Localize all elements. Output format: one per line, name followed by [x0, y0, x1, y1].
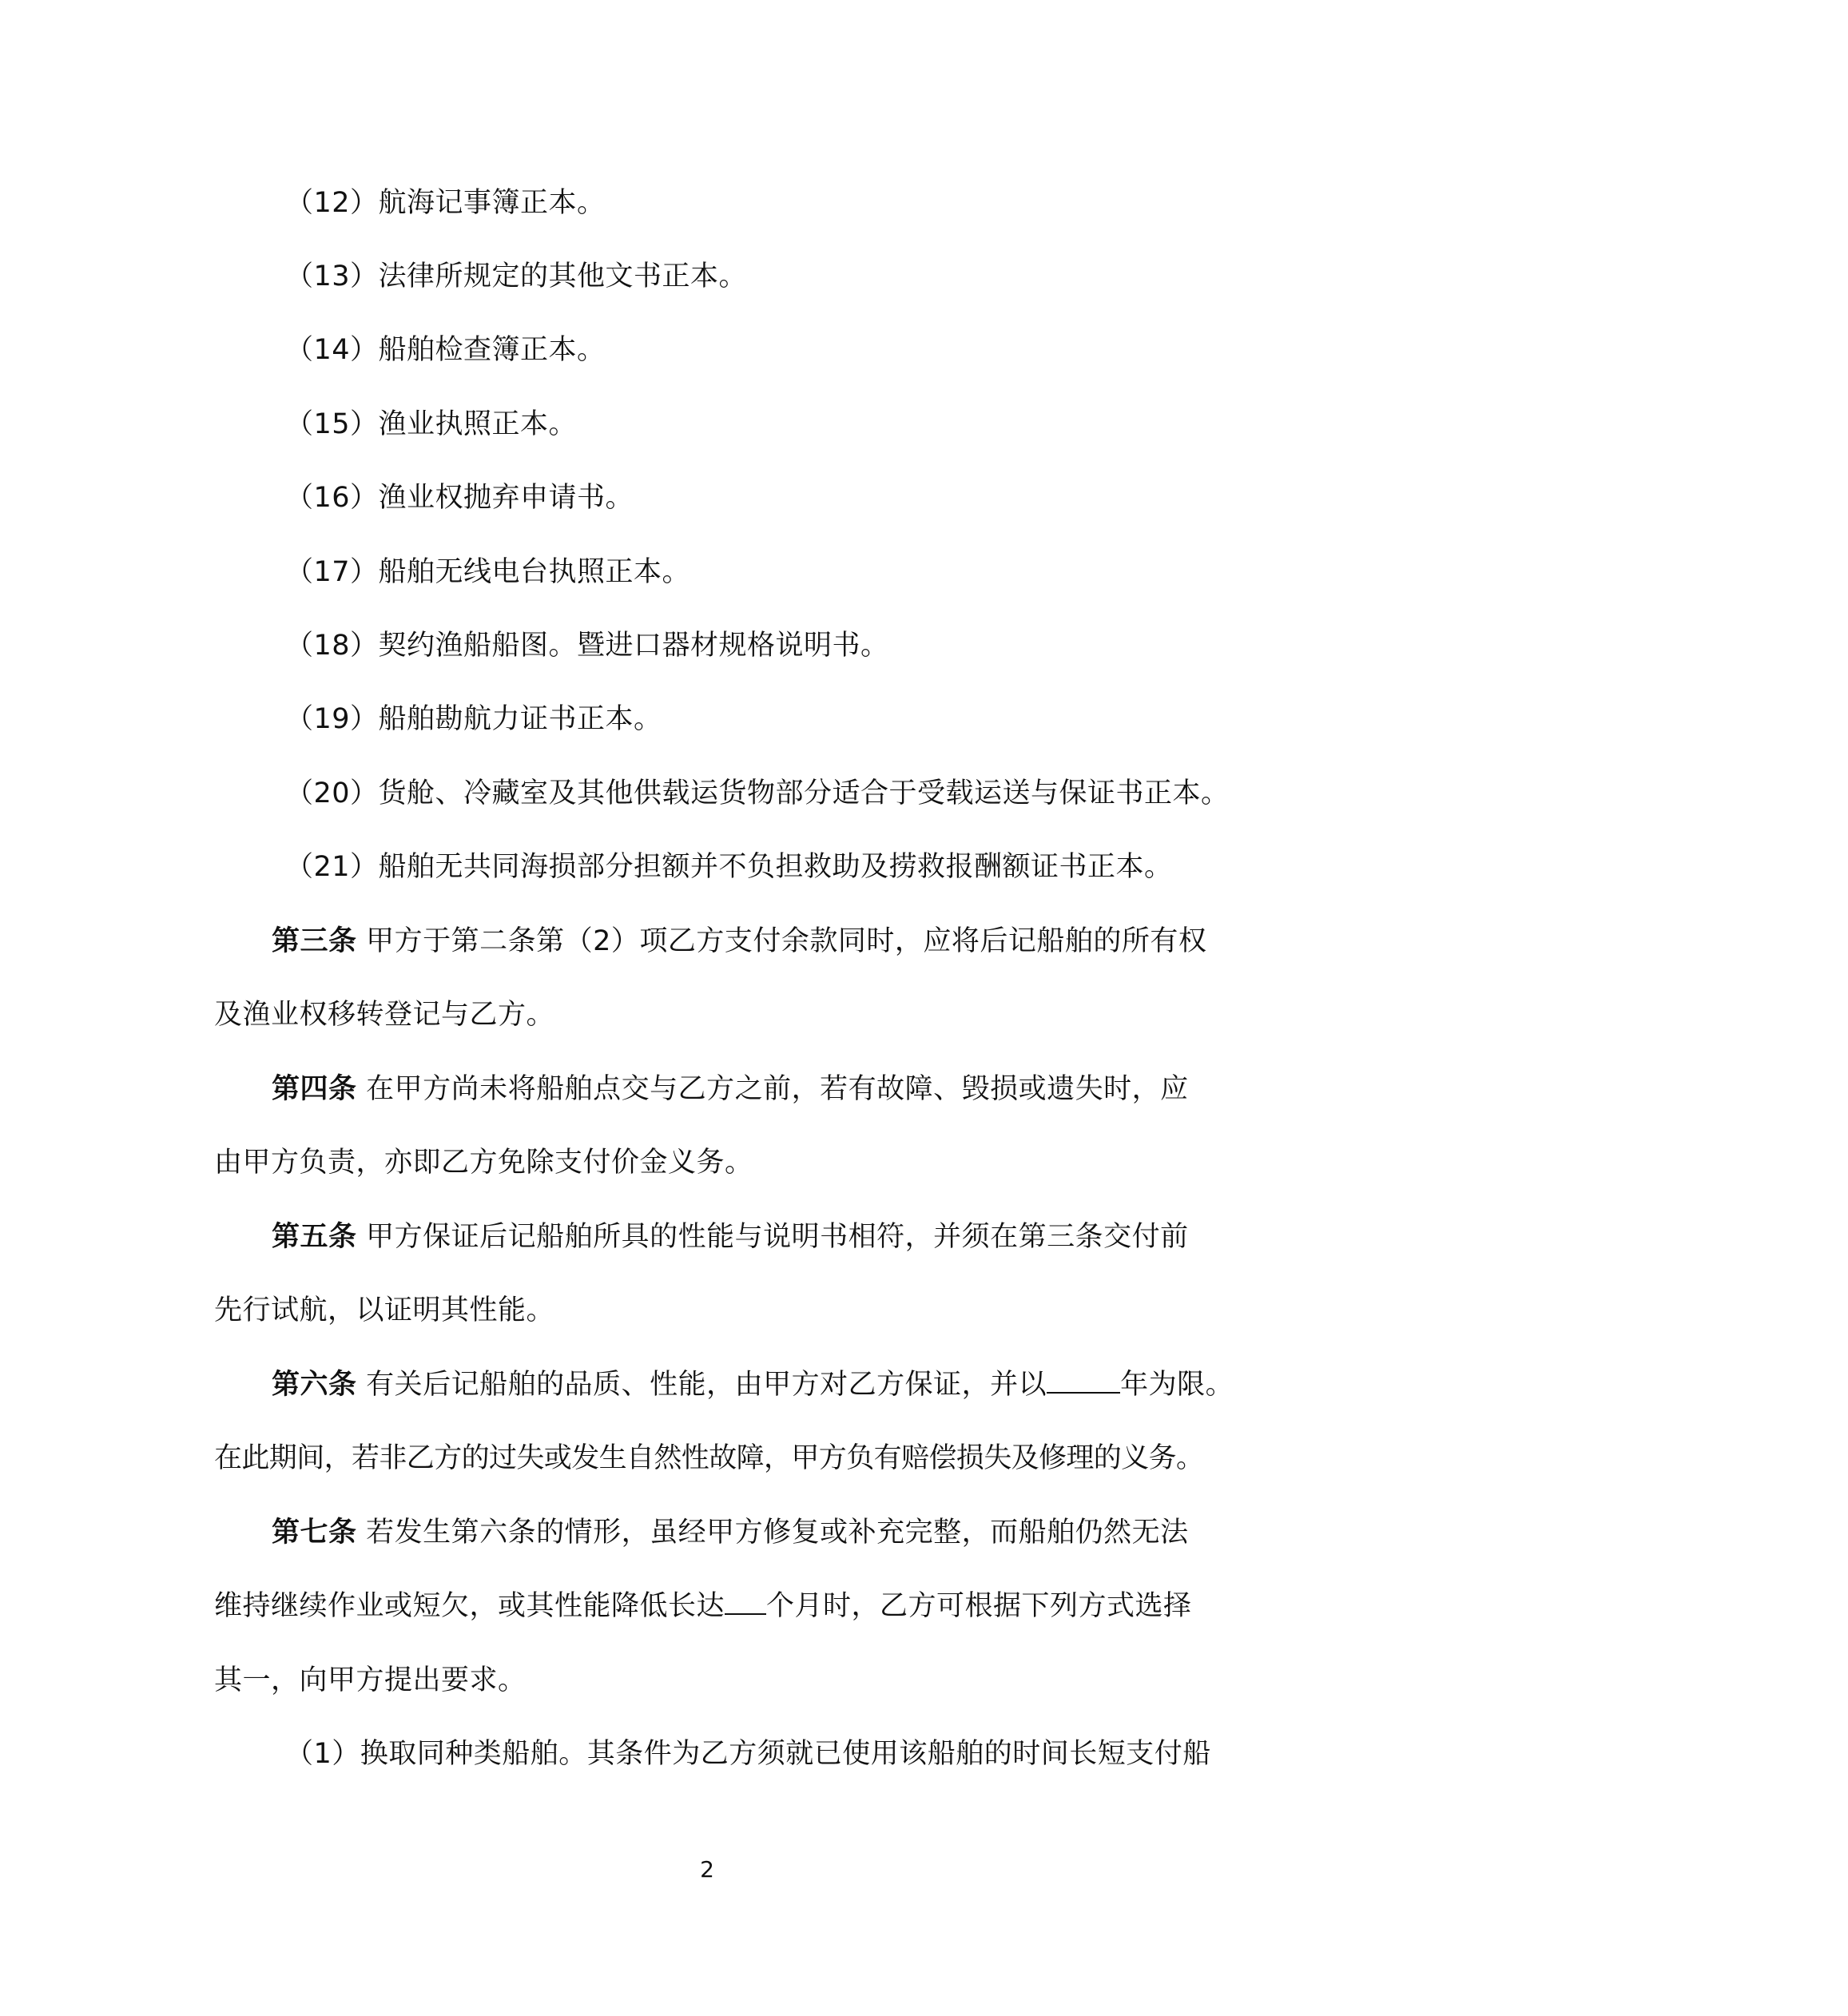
list-item-18 [285, 628, 889, 663]
article-text: 年为限。 [1120, 1369, 1234, 1401]
article-text: 有关后记船舶的品质、性能，由甲方对乙方保证，并以 [366, 1369, 1047, 1401]
sub-item-1 [285, 1736, 1211, 1771]
list-item-19 [285, 702, 662, 737]
list-item-20 [285, 776, 1230, 811]
list-item-number: （15） [285, 408, 379, 440]
list-item-text: 船舶勘航力证书正本。 [378, 703, 662, 735]
fill-in-blank [1047, 1368, 1120, 1394]
article-label: 第四条 [272, 1073, 357, 1105]
list-item-text: 航海记事簿正本。 [378, 187, 606, 219]
article-label: 第六条 [272, 1369, 357, 1401]
list-item-13 [285, 259, 747, 294]
article-4-line-2: 由甲方负责，亦即乙方免除支付价金义务。 [214, 1147, 753, 1179]
list-item-number: （1） [285, 1738, 360, 1770]
article-7-line-1 [272, 1515, 1189, 1550]
list-item-15 [285, 407, 577, 442]
article-text: 甲方保证后记船舶所具的性能与说明书相符，并须在第三条交付前 [366, 1221, 1189, 1253]
article-5-line-2: 先行试航，以证明其性能。 [214, 1294, 555, 1326]
list-item-17 [285, 555, 690, 590]
list-item-number: （16） [285, 482, 379, 514]
article-5-line-1 [272, 1219, 1189, 1255]
article-text: 若发生第六条的情形，虽经甲方修复或补充完整，而船舶仍然无法 [366, 1517, 1189, 1549]
list-item-text: 渔业权抛弃申请书。 [378, 482, 634, 514]
article-label: 第七条 [272, 1517, 357, 1549]
list-item-text: 船舶无共同海损部分担额并不负担救助及捞救报酬额证书正本。 [378, 851, 1173, 883]
list-item-text: 契约渔船船图。暨进口器材规格说明书。 [378, 630, 889, 662]
article-4-line-1 [272, 1072, 1189, 1107]
list-item-number: （19） [285, 703, 379, 735]
article-text: 维持继续作业或短欠，或其性能降低长达 [214, 1590, 725, 1622]
list-item-text: 渔业执照正本。 [378, 408, 578, 440]
list-item-number: （14） [285, 334, 379, 366]
list-item-text: 货舱、冷藏室及其他供载运货物部分适合于受载运送与保证书正本。 [378, 777, 1230, 809]
article-text: 甲方于第二条第（2）项乙方支付余款同时，应将后记船舶的所有权 [366, 925, 1207, 957]
list-item-16 [285, 480, 634, 515]
article-label: 第三条 [272, 925, 357, 957]
list-item-number: （20） [285, 777, 379, 809]
list-item-number: （18） [285, 630, 379, 662]
list-item-12 [285, 185, 606, 221]
article-3-line-2: 及渔业权移转登记与乙方。 [214, 999, 555, 1031]
page-number: 2 [700, 1856, 714, 1883]
list-item-number: （12） [285, 187, 379, 219]
article-6-line-1 [272, 1367, 1234, 1402]
list-item-text: 船舶无线电台执照正本。 [378, 556, 691, 588]
article-6-line-2: 在此期间，若非乙方的过失或发生自然性故障，甲方负有赔偿损失及修理的义务。 [214, 1442, 1204, 1474]
article-3-line-1 [272, 924, 1206, 959]
list-item-number: （17） [285, 556, 379, 588]
article-label: 第五条 [272, 1221, 357, 1253]
list-item-14 [285, 332, 606, 368]
article-text: 个月时，乙方可根据下列方式选择 [766, 1590, 1192, 1622]
list-item-number: （21） [285, 851, 379, 883]
article-text: 在甲方尚未将船舶点交与乙方之前，若有故障、毁损或遗失时，应 [366, 1073, 1189, 1105]
fill-in-blank [725, 1589, 766, 1615]
list-item-text: 换取同种类船舶。其条件为乙方须就已使用该船舶的时间长短支付船 [360, 1738, 1211, 1770]
list-item-21 [285, 849, 1173, 885]
list-item-text: 法律所规定的其他文书正本。 [378, 260, 748, 292]
list-item-number: （13） [285, 260, 379, 292]
list-item-text: 船舶检查簿正本。 [378, 334, 606, 366]
article-7-line-2 [214, 1589, 1192, 1624]
article-7-line-3: 其一，向甲方提出要求。 [214, 1664, 527, 1696]
